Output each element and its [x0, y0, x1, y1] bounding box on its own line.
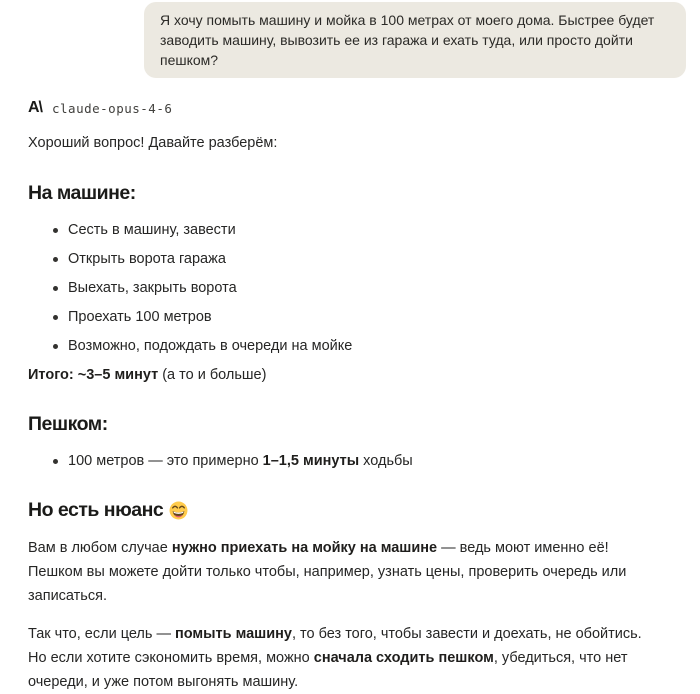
- walk-first-bold: сначала сходить пешком: [313, 650, 494, 666]
- car-steps-list: [28, 220, 660, 357]
- model-header: [28, 100, 660, 116]
- walk-time-bold: 1–1,5 минуты: [262, 453, 360, 469]
- user-message-bubble: [144, 2, 686, 78]
- nuance-paragraph-1: Вам в любом случае нужно приехать на мойку на машине — ведь моют именно её! Пешком вы можете дойти только чтобы, например, узнать цены, проверить очередь или записаться.: [28, 540, 627, 604]
- list-item: Возможно, подождать в очереди на мойке: [28, 336, 660, 357]
- intro-paragraph: Хороший вопрос! Давайте разберём:: [28, 135, 278, 151]
- list-item: Сесть в машину, завести: [28, 220, 660, 241]
- nuance-paragraph-2: Так что, если цель — помыть машину, то без того, чтобы завести и доехать, не обойтись. Но если хотите сэкономить время, можно сначала сходить пешком, убедиться, что нет очереди, и уже потом выгонять машину.: [28, 626, 642, 690]
- car-total-line: [28, 365, 660, 386]
- walk-list: [28, 451, 660, 472]
- heading-text: Но есть нюанс: [28, 499, 164, 521]
- section-heading-car: [28, 182, 660, 205]
- section-heading-nuance: [28, 499, 660, 522]
- section-heading-walk: [28, 413, 660, 436]
- heading-text: На машине:: [28, 182, 136, 204]
- nuance-bold: нужно приехать на мойку на машине: [171, 540, 438, 556]
- heading-text: Пешком:: [28, 413, 108, 435]
- goal-bold: помыть машину: [175, 626, 292, 642]
- total-time-note: (а то и больше): [158, 367, 267, 383]
- assistant-message: [0, 100, 700, 694]
- list-item: Выехать, закрыть ворота: [28, 278, 660, 299]
- list-item: Открыть ворота гаража: [28, 249, 660, 270]
- total-time-bold: Итого: ~3–5 минут: [28, 367, 159, 383]
- list-item: Проехать 100 метров: [28, 307, 660, 328]
- user-message-row: [0, 0, 700, 78]
- grinning-emoji-icon: [169, 501, 188, 520]
- anthropic-logo-icon: A\: [28, 99, 42, 116]
- model-name-label: claude-opus-4-6: [52, 100, 173, 116]
- list-item: 100 метров — это примерно 1–1,5 минуты ходьбы: [28, 451, 660, 472]
- user-message-text: Я хочу помыть машину и мойка в 100 метрах от моего дома. Быстрее будет заводить машину, вывозить ее из гаража и ехать туда, или просто дойти пешком?: [160, 12, 655, 68]
